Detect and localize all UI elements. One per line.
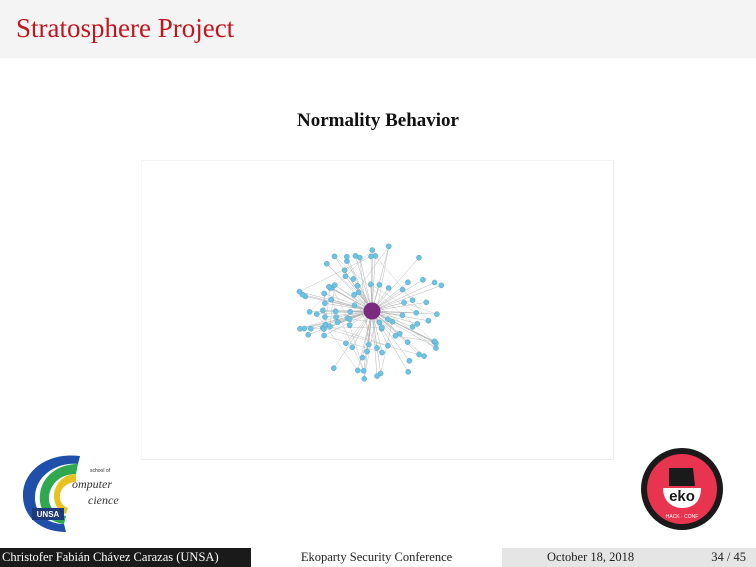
graph-node bbox=[400, 287, 405, 292]
footer-author: Christofer Fabián Chávez Carazas (UNSA) bbox=[0, 548, 251, 567]
network-figure bbox=[141, 160, 614, 460]
graph-node bbox=[379, 350, 384, 355]
graph-node bbox=[368, 254, 373, 259]
graph-node bbox=[424, 300, 429, 305]
graph-node bbox=[417, 352, 422, 357]
graph-node bbox=[366, 342, 371, 347]
graph-node bbox=[322, 301, 327, 306]
graph-node bbox=[405, 340, 410, 345]
graph-node bbox=[347, 317, 352, 322]
graph-node bbox=[352, 303, 357, 308]
computer-science-logo bbox=[18, 452, 148, 534]
graph-node bbox=[321, 333, 326, 338]
graph-node bbox=[342, 268, 347, 273]
graph-node bbox=[434, 312, 439, 317]
graph-node bbox=[414, 310, 419, 315]
graph-node bbox=[377, 282, 382, 287]
slide-title: Normality Behavior bbox=[296, 110, 459, 131]
graph-node bbox=[362, 376, 367, 381]
graph-node bbox=[360, 355, 365, 360]
graph-node bbox=[386, 244, 391, 249]
graph-node bbox=[344, 254, 349, 259]
graph-node bbox=[393, 333, 398, 338]
graph-node bbox=[401, 300, 406, 305]
logo-eko-text: eko bbox=[669, 488, 695, 505]
logo-line1-text: school of bbox=[90, 468, 111, 474]
header-title: Stratosphere Project bbox=[16, 13, 235, 43]
graph-node bbox=[410, 324, 415, 329]
graph-node bbox=[400, 313, 405, 318]
graph-node bbox=[377, 320, 382, 325]
graph-node bbox=[327, 324, 332, 329]
logo-line3-text: cience bbox=[88, 493, 119, 507]
graph-node bbox=[351, 276, 356, 281]
graph-node bbox=[361, 368, 366, 373]
graph-node bbox=[297, 289, 302, 294]
graph-node bbox=[308, 326, 313, 331]
footer-bar bbox=[0, 548, 756, 567]
graph-hub-node bbox=[364, 303, 381, 320]
graph-node bbox=[374, 345, 379, 350]
graph-node bbox=[421, 354, 426, 359]
graph-node bbox=[355, 368, 360, 373]
graph-node bbox=[405, 280, 410, 285]
graph-node bbox=[407, 358, 412, 363]
graph-node bbox=[333, 309, 338, 314]
graph-node bbox=[433, 345, 438, 350]
graph-node bbox=[432, 280, 437, 285]
graph-node bbox=[356, 290, 361, 295]
graph-node bbox=[307, 309, 312, 314]
graph-node bbox=[415, 321, 420, 326]
graph-node bbox=[333, 315, 338, 320]
graph-node bbox=[320, 308, 325, 313]
graph-node bbox=[314, 311, 319, 316]
graph-node bbox=[420, 277, 425, 282]
graph-node bbox=[322, 291, 327, 296]
graph-node bbox=[331, 366, 336, 371]
header-bar bbox=[0, 0, 756, 58]
graph-node bbox=[335, 320, 340, 325]
graph-node bbox=[324, 261, 329, 266]
graph-node bbox=[355, 283, 360, 288]
graph-node bbox=[386, 285, 391, 290]
graph-node bbox=[306, 332, 311, 337]
footer-date: October 18, 2018 bbox=[547, 550, 635, 564]
graph-node bbox=[426, 318, 431, 323]
footer-page-number: 34 / 45 bbox=[711, 550, 746, 564]
logo-line2-text: omputer bbox=[72, 477, 112, 491]
graph-node bbox=[343, 341, 348, 346]
footer-conference: Ekoparty Security Conference bbox=[251, 548, 502, 567]
graph-node bbox=[297, 326, 302, 331]
graph-node bbox=[432, 339, 437, 344]
graph-node bbox=[439, 283, 444, 288]
graph-node bbox=[357, 255, 362, 260]
graph-node bbox=[378, 371, 383, 376]
graph-node bbox=[385, 317, 390, 322]
graph-node bbox=[326, 284, 331, 289]
graph-node bbox=[364, 349, 369, 354]
graph-node bbox=[351, 292, 356, 297]
graph-node bbox=[322, 314, 327, 319]
graph-node bbox=[385, 343, 390, 348]
graph-node bbox=[347, 323, 352, 328]
graph-node bbox=[416, 255, 421, 260]
footer-date-section bbox=[502, 548, 756, 567]
network-graph bbox=[142, 161, 613, 459]
graph-node bbox=[379, 325, 384, 330]
graph-node bbox=[343, 274, 348, 279]
graph-node bbox=[410, 298, 415, 303]
ekoparty-logo bbox=[639, 446, 725, 532]
graph-node bbox=[390, 319, 395, 324]
logo-badge-text: UNSA bbox=[36, 510, 60, 519]
graph-node bbox=[332, 282, 337, 287]
logo-band-text: HACK · CONF bbox=[665, 514, 699, 520]
graph-node bbox=[368, 282, 373, 287]
graph-node bbox=[332, 254, 337, 259]
graph-node bbox=[350, 345, 355, 350]
graph-node bbox=[370, 247, 375, 252]
graph-node bbox=[406, 369, 411, 374]
graph-node bbox=[329, 297, 334, 302]
graph-node bbox=[348, 309, 353, 314]
